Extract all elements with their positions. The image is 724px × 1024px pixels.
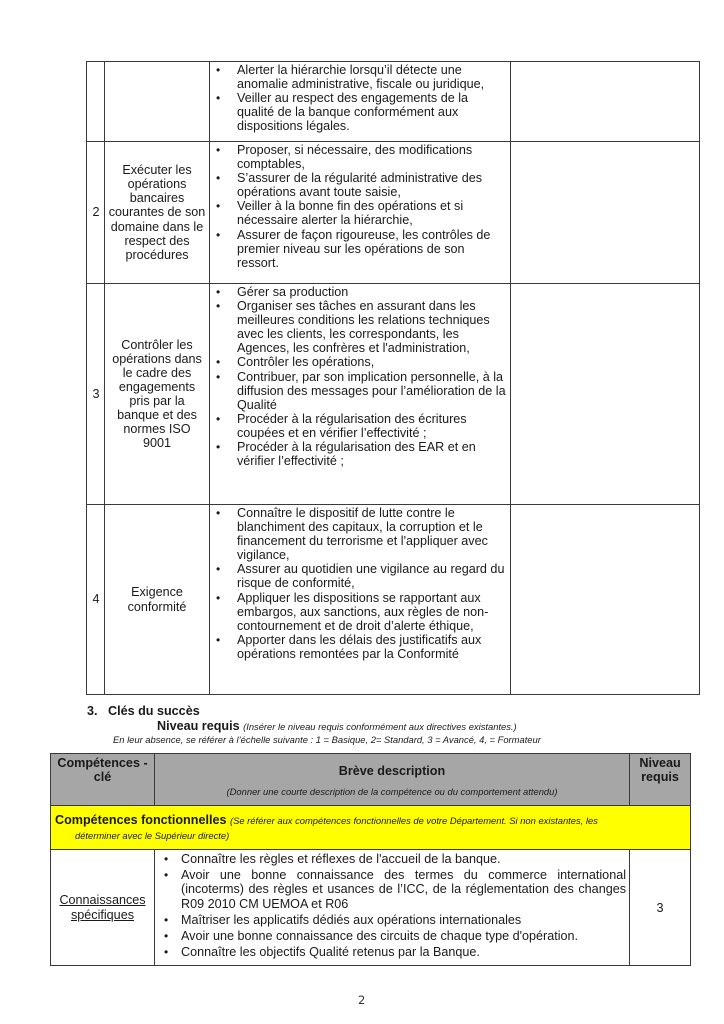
activity-extra-cell [511,62,700,142]
activity-title [105,62,210,142]
activity-number: 4 [87,505,105,695]
header-description-note: (Donner une courte description de la compétence ou du comportement attendu) [226,786,558,797]
group-title: Compétences fonctionnelles [55,812,227,827]
activity-tasks [210,284,511,505]
table-row [51,850,691,966]
group-row [51,806,691,850]
task-item: • Veiller à la bonne fin des opérations et si nécessaire alerter la hiérarchie, [210,199,506,227]
header-description-title: Brève description [338,764,446,778]
competence-level: 3 [630,850,691,966]
task-item: • Alerter la hiérarchie lorsqu’il détecte une anomalie administrative, fiscale ou juridique, [210,63,506,91]
task-item: • Apporter dans les délais des justificatifs aux opérations remontées par la Conformité [210,633,506,661]
task-item: • Assurer au quotidien une vigilance au regard du risque de conformité, [210,562,506,590]
niveau-note: (Insérer le niveau requis conformément aux directives existantes.) [243,721,517,732]
competence-item: • Connaître les objectifs Qualité retenus par la Banque. [155,945,626,959]
activity-number [87,62,105,142]
header-key-competences: Compétences -clé [51,754,155,806]
activity-number: 2 [87,142,105,284]
group-cell [51,806,691,850]
task-item: • Gérer sa production [210,285,506,299]
competence-item: • Connaître les règles et réflexes de l'accueil de la banque. [155,852,626,866]
competence-description [155,850,630,966]
task-item: • Procéder à la régularisation des écritures coupées et en vérifier l’effectivité ; [210,412,506,440]
activity-title: Exigence conformité [105,505,210,695]
activity-tasks [210,505,511,695]
activity-tasks [210,62,511,142]
scale-note: En leur absence, se référer à l’échelle suivante : 1 = Basique, 2= Standard, 3 = Avancé, 4, = Formateur [113,734,541,745]
competence-item: • Maîtriser les applicatifs dédiés aux opérations internationales [155,913,626,927]
task-item: • Contribuer, par son implication personnelle, à la diffusion des messages pour l’amélioration de la Qualité [210,370,506,412]
activities-table [86,61,700,695]
activity-extra-cell [511,284,700,505]
task-item: • S’assurer de la régularité administrative des opérations avant toute saisie, [210,171,506,199]
activity-title: Contrôler les opérations dans le cadre des engagements pris par la banque et des normes ISO 9001 [105,284,210,505]
activity-extra-cell [511,505,700,695]
activity-title: Exécuter les opérations bancaires courantes de son domaine dans le respect des procédures [105,142,210,284]
activity-tasks [210,142,511,284]
table-row [87,505,700,695]
competence-name: Connaissances spécifiques [51,850,155,966]
header-level: Niveau requis [630,754,691,806]
niveau-requis-line [157,719,517,733]
competences-table [50,753,691,966]
section-heading [87,704,200,718]
task-item: • Organiser ses tâches en assurant dans les meilleures conditions les relations techniques avec les clients, les correspondants, les Agences, les confrères et l'administration, [210,299,506,355]
task-item: • Appliquer les dispositions se rapportant aux embargos, aux sanctions, aux règles de non-contournement et de droit d’alerte éthique, [210,591,506,633]
table-row [87,284,700,505]
activity-extra-cell [511,142,700,284]
section-number: 3. [87,704,98,718]
section-title: Clés du succès [108,704,200,718]
niveau-label: Niveau requis [157,719,240,733]
page-number: 2 [358,993,366,1007]
activity-number: 3 [87,284,105,505]
header-description [155,754,630,806]
task-item: • Connaître le dispositif de lutte contre le blanchiment des capitaux, la corruption et le financement du terrorisme et l'appliquer avec vigilance, [210,506,506,562]
task-item: • Procéder à la régularisation des EAR et en vérifier l’effectivité ; [210,440,506,468]
task-item: • Proposer, si nécessaire, des modifications comptables, [210,143,506,171]
competence-item: • Avoir une bonne connaissance des termes du commerce international (incoterms) des règles et usances de l’ICC, de la réglementation des changes R09 2010 CM UEMOA et R06 [155,868,626,911]
table-header-row [51,754,691,806]
group-note-line2: déterminer avec le Supérieur directe) [75,829,230,841]
task-item: • Veiller au respect des engagements de la qualité de la banque conformément aux dispositions légales. [210,91,506,133]
table-row [87,62,700,142]
task-item: • Assurer de façon rigoureuse, les contrôles de premier niveau sur les opérations de son ressort. [210,228,506,270]
task-item: • Contrôler les opérations, [210,355,506,369]
table-row [87,142,700,284]
group-note-line1: (Se référer aux compétences fonctionnelles de votre Département. Si non existantes, les [229,814,598,826]
competence-item: • Avoir une bonne connaissance des circuits de chaque type d'opération. [155,929,626,943]
